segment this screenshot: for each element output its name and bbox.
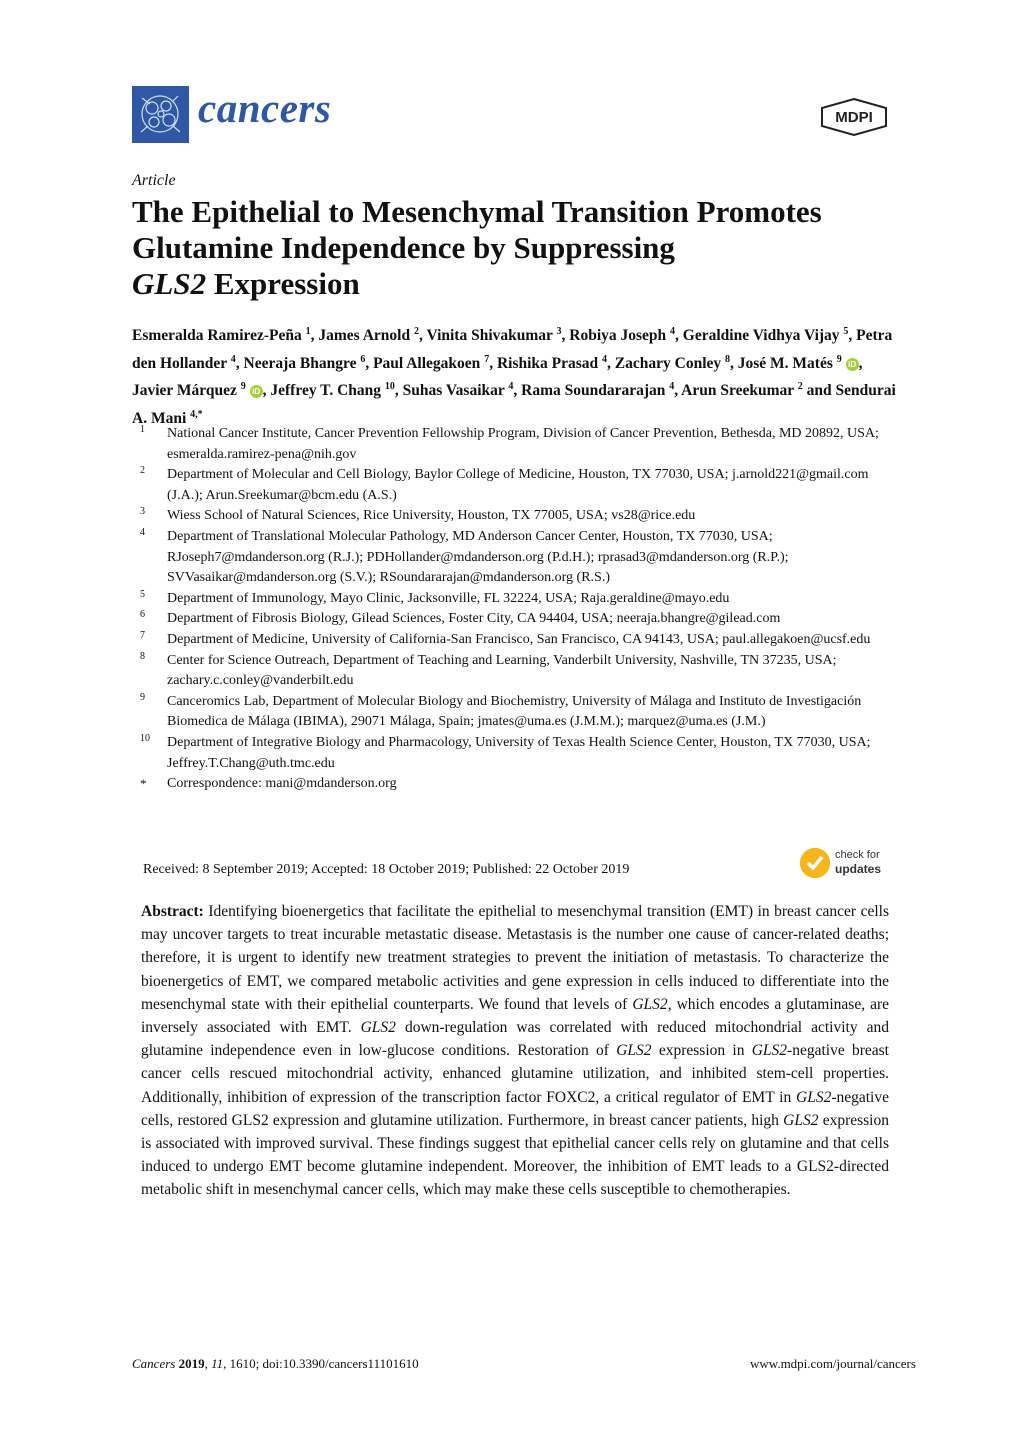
abstract-text: , which encodes a glutaminase, are inversely associated with EMT. bbox=[141, 995, 890, 1037]
mdpi-logo bbox=[820, 98, 888, 136]
author-name: Suhas Vasaikar bbox=[402, 382, 505, 400]
author-affiliation-mark: 9 bbox=[240, 381, 246, 393]
journal-url-link[interactable]: www.mdpi.com/journal/cancers bbox=[750, 1356, 916, 1371]
affiliation-number: 9 bbox=[140, 691, 145, 703]
author-affiliation-mark: 2 bbox=[797, 381, 803, 393]
footer-year: 2019 bbox=[178, 1356, 205, 1371]
publication-dates: Received: 8 September 2019; Accepted: 18 October 2019; Published: 22 October 2019 bbox=[143, 862, 630, 877]
affiliation-number: 2 bbox=[140, 465, 145, 477]
affiliation-number: 3 bbox=[140, 506, 145, 518]
author-name: Robiya Joseph bbox=[569, 327, 667, 345]
author-separator: , bbox=[848, 327, 857, 345]
affiliation-number: 7 bbox=[140, 629, 145, 641]
author-name: Arun Sreekumar bbox=[681, 382, 794, 400]
correspondence-item bbox=[132, 774, 902, 795]
article-type: Article bbox=[132, 172, 176, 189]
abstract-gene-term: GLS2 bbox=[783, 1111, 819, 1129]
abstract-text: -negative cells, restored GLS2 expression and glutamine utilization. Furthermore, in breast cancer patients, high bbox=[141, 1088, 889, 1129]
abstract-text: -negative breast cancer cells rescued mitochondrial activity, enhanced glutamine utilization, and inhibited stem-cell properties. Additionally, inhibition of expression of the transcription factor FOXC2, a critical regulator of EMT in bbox=[141, 1042, 889, 1106]
author-name: Sendurai A. Mani bbox=[132, 382, 896, 428]
affiliation-item bbox=[132, 527, 902, 589]
affiliation-item bbox=[132, 424, 902, 465]
affiliation-list bbox=[132, 424, 902, 795]
orcid-icon[interactable]: iD bbox=[846, 358, 859, 371]
check-updates-line2: updates bbox=[835, 862, 882, 876]
abstract-gene-term: GLS2 bbox=[632, 995, 668, 1013]
author-affiliation-mark: 5 bbox=[843, 326, 849, 337]
author-name: Zachary Conley bbox=[614, 354, 722, 372]
orcid-icon[interactable]: iD bbox=[250, 385, 263, 398]
abstract bbox=[141, 900, 889, 1202]
author-affiliation-mark: 10 bbox=[384, 381, 395, 393]
author-separator: , bbox=[489, 354, 497, 372]
affiliation-text: Canceromics Lab, Department of Molecular Biology and Biochemistry, University of Málaga and Instituto de Investigación Biomedica de Málaga (IBIMA), 29071 Málaga, Spain; jmates@uma.es (J.M.M.); marquez@uma.es (J.M.) bbox=[167, 693, 862, 730]
abstract-gene-term: GLS2 bbox=[616, 1042, 652, 1060]
author-name: Javier Márquez bbox=[132, 382, 237, 400]
author-affiliation-mark: 4 bbox=[669, 381, 675, 393]
title-line-3: Expression bbox=[206, 266, 360, 301]
author-affiliation-mark: 4,* bbox=[190, 408, 203, 420]
author-separator: and bbox=[802, 382, 836, 400]
affiliation-text: Department of Molecular and Cell Biology, Baylor College of Medicine, Houston, TX 77030, USA; j.arnold221@gmail.com (J.A.); Arun.Sreekumar@bcm.edu (A.S.) bbox=[167, 467, 869, 503]
check-updates-icon bbox=[800, 848, 830, 878]
affiliation-text: Department of Medicine, University of California-San Francisco, San Francisco, CA 94143, USA; paul.allegakoen@ucsf.edu bbox=[167, 631, 871, 647]
affiliation-item bbox=[132, 651, 902, 692]
author-name: Jeffrey T. Chang bbox=[270, 382, 382, 400]
affiliation-item bbox=[132, 733, 902, 774]
title-line-1: The Epithelial to Mesenchymal Transition Promotes bbox=[132, 194, 822, 229]
affiliation-item bbox=[132, 692, 902, 733]
paper-title bbox=[132, 194, 892, 302]
affiliation-text: Center for Science Outreach, Department of Teaching and Learning, Vanderbilt University, Nashville, TN 37235, USA; zachary.c.conley@vanderbilt.edu bbox=[167, 652, 837, 689]
abstract-text: expression is associated with improved survival. These findings suggest that epithelial cancer cells rely on glutamine and that cells induced to undergo EMT become glutamine independent. Moreover, the inhibition of EMT leads to a GLS2-directed metabolic shift in mesenchymal cancer cells, which may make these cells susceptible to chemotherapies. bbox=[141, 1111, 889, 1199]
affiliation-text: Department of Integrative Biology and Pharmacology, University of Texas Health Science Center, Houston, TX 77030, USA; Jeffrey.T.Chang@uth.tmc.edu bbox=[167, 734, 871, 771]
author-separator: , bbox=[561, 327, 570, 345]
author-separator: , bbox=[310, 327, 319, 345]
abstract-gene-term: GLS2 bbox=[796, 1088, 832, 1106]
author-separator: , bbox=[607, 354, 615, 372]
abstract-text: Identifying bioenergetics that facilitate the epithelial to mesenchymal transition (EMT) in breast cancer cells may uncover targets to treat incurable metastatic disease. Metastasis is the number one cause of cancer-related deaths; therefore, it is urgent to identify new treatment strategies to prevent the initiation of metastasis. To characterize the bioenergetics of EMT, we compared metabolic activities and gene expression in cells induced to differentiate into the mesenchymal state with their epithelial counterparts. We found that levels of bbox=[141, 903, 889, 1013]
author-affiliation-mark: 2 bbox=[413, 326, 419, 337]
affiliation-number: 5 bbox=[140, 588, 145, 600]
author-separator: , bbox=[262, 382, 271, 400]
author-name: Neeraja Bhangre bbox=[243, 354, 357, 372]
affiliation-item bbox=[132, 609, 902, 630]
affiliation-number: 8 bbox=[140, 650, 145, 662]
author-name: José M. Matés bbox=[737, 354, 833, 372]
author-affiliation-mark: 4 bbox=[508, 381, 514, 393]
footer-volume: 11 bbox=[211, 1356, 224, 1371]
affiliation-item bbox=[132, 465, 902, 506]
citation-footer: Cancers 2019, 11, 1610; doi:10.3390/cancers11101610 bbox=[132, 1356, 419, 1371]
affiliation-text: National Cancer Institute, Cancer Prevention Fellowship Program, Division of Cancer Prevention, Bethesda, MD 20892, USA; esmeralda.ramirez-pena@nih.gov bbox=[167, 426, 879, 462]
author-affiliation-mark: 1 bbox=[305, 326, 311, 337]
author-affiliation-mark: 4 bbox=[602, 353, 608, 365]
author-affiliation-mark: 6 bbox=[360, 353, 366, 365]
correspondence-mark: * bbox=[140, 776, 147, 792]
author-separator: , bbox=[418, 327, 427, 345]
author-affiliation-mark: 3 bbox=[556, 326, 562, 337]
author-name: Petra den Hollander bbox=[132, 327, 893, 372]
author-separator: , bbox=[365, 354, 374, 372]
author-name: Geraldine Vidhya Vijay bbox=[682, 327, 840, 345]
author-name: Rama Soundararajan bbox=[521, 382, 666, 400]
svg-text:MDPI: MDPI bbox=[835, 109, 873, 126]
author-separator: , bbox=[675, 327, 683, 345]
abstract-text: down-regulation was correlated with reduced mitochondrial activity and glutamine independence even in low-glucose conditions. Restoration of bbox=[141, 1019, 889, 1060]
affiliation-number: 4 bbox=[140, 526, 145, 538]
affiliation-number: 10 bbox=[140, 732, 150, 744]
author-name: Paul Allegakoen bbox=[373, 354, 481, 372]
abstract-text: expression in bbox=[651, 1042, 752, 1060]
affiliation-item bbox=[132, 506, 902, 527]
author-name: Vinita Shivakumar bbox=[426, 327, 553, 345]
affiliation-text: Department of Translational Molecular Pathology, MD Anderson Cancer Center, Houston, TX 77030, USA; RJoseph7@mdanderson.org (R.J.); PDHollander@mdanderson.org (P.d.H.); rprasad3@mdanderson.org (R.P.); SVVasaikar@mdanderson.org (S.V.); RSoundararajan@mdanderson.org (R.S.) bbox=[167, 528, 789, 586]
title-gene: GLS2 bbox=[132, 266, 207, 301]
title-line-2: Glutamine Independence by Suppressing bbox=[132, 230, 675, 265]
author-separator: , bbox=[858, 354, 863, 372]
affiliation-text: Department of Immunology, Mayo Clinic, Jacksonville, FL 32224, USA; Raja.geraldine@mayo.edu bbox=[167, 590, 730, 606]
author-separator: , bbox=[394, 382, 403, 400]
author-affiliation-mark: 4 bbox=[230, 353, 236, 365]
affiliation-text: Department of Fibrosis Biology, Gilead Sciences, Foster City, CA 94404, USA; neeraja.bhangre@gilead.com bbox=[167, 611, 781, 627]
abstract-label: Abstract: bbox=[141, 903, 204, 920]
affiliation-item bbox=[132, 589, 902, 610]
author-separator: , bbox=[674, 382, 682, 400]
author-separator: , bbox=[513, 382, 522, 400]
abstract-gene-term: GLS2 bbox=[360, 1019, 396, 1037]
author-name: Rishika Prasad bbox=[496, 354, 599, 372]
affiliation-text: Wiess School of Natural Sciences, Rice University, Houston, TX 77005, USA; vs28@rice.edu bbox=[167, 508, 696, 524]
author-separator: , bbox=[730, 354, 738, 372]
affiliation-item bbox=[132, 630, 902, 651]
journal-name: cancers bbox=[198, 85, 332, 131]
correspondence-text: Correspondence: mani@mdanderson.org bbox=[167, 776, 397, 792]
check-for-updates-button[interactable] bbox=[800, 848, 892, 882]
check-updates-line1: check for bbox=[835, 849, 880, 861]
author-affiliation-mark: 7 bbox=[484, 353, 490, 365]
author-separator: , bbox=[235, 354, 244, 372]
author-name: James Arnold bbox=[318, 327, 411, 345]
author-list bbox=[132, 320, 902, 431]
author-affiliation-mark: 8 bbox=[725, 353, 730, 365]
affiliation-number: 1 bbox=[140, 424, 145, 435]
footer-journal: Cancers bbox=[132, 1356, 176, 1371]
abstract-gene-term: GLS2 bbox=[751, 1042, 788, 1060]
footer-doi: , 1610; doi:10.3390/cancers11101610 bbox=[223, 1356, 419, 1371]
abstract-body bbox=[141, 903, 889, 1198]
author-name: Esmeralda Ramirez-Peña bbox=[132, 327, 302, 345]
affiliation-number: 6 bbox=[140, 609, 145, 621]
author-affiliation-mark: 9 bbox=[836, 353, 842, 365]
author-affiliation-mark: 4 bbox=[670, 326, 676, 337]
journal-logo-icon bbox=[132, 86, 189, 143]
